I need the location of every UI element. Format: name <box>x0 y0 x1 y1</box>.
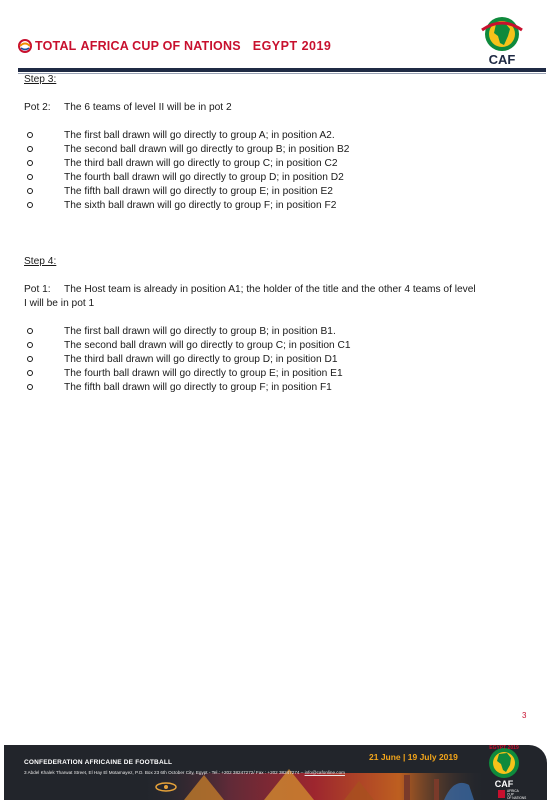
footer-email-link[interactable]: info@cafonline.com <box>304 770 345 775</box>
caf-logo-icon <box>472 12 532 68</box>
step3-pot-text: The 6 teams of level II will be in pot 2 <box>64 102 232 113</box>
list-item <box>24 339 529 353</box>
step3-pot <box>24 101 529 115</box>
step3-list <box>24 129 529 213</box>
bullet-circle-icon <box>27 188 33 194</box>
list-item <box>24 199 529 213</box>
footer-address: 3 Abdel Khalek Tharwat Street, El Hay El Motamayez, P.O. Box 23 6th October City, Egypt - Tel.: +202 38247272/ Fax : +202 38247274 – <box>24 770 305 775</box>
step4-pot-continued: I will be in pot 1 <box>24 298 95 309</box>
tournament-dates: 21 June | 19 July 2019 <box>369 752 458 762</box>
step3-pot-label: Pot 2: <box>24 102 51 113</box>
caf-logo-text: CAF <box>488 52 516 67</box>
total-logo-icon <box>18 39 32 53</box>
bullet-circle-icon <box>27 384 33 390</box>
bullet-circle-icon <box>27 328 33 334</box>
list-item-text: The sixth ball drawn will go directly to group F; in position F2 <box>64 200 337 211</box>
step4-pot-text: The Host team is already in position A1; the holder of the title and the other 4 teams of level <box>64 284 476 295</box>
afcon-logo-caf: CAF <box>494 779 514 789</box>
list-item-text: The second ball drawn will go directly to group C; in position C1 <box>64 340 351 351</box>
brand-egypt: EGYPT 2019 <box>252 39 332 53</box>
list-item-text: The third ball drawn will go directly to group C; in position C2 <box>64 158 338 169</box>
list-item-text: The fifth ball drawn will go directly to group F; in position F1 <box>64 382 332 393</box>
bullet-circle-icon <box>27 370 33 376</box>
step4-title: Step 4: <box>24 256 57 267</box>
bullet-circle-icon <box>27 356 33 362</box>
list-item <box>24 325 529 339</box>
total-mini-logo-icon <box>498 790 505 798</box>
list-item-text: The second ball drawn will go directly to group B; in position B2 <box>64 144 350 155</box>
step4-pot-label: Pot 1: <box>24 284 51 295</box>
step3-title: Step 3: <box>24 74 57 85</box>
document-body <box>24 73 529 395</box>
bullet-circle-icon <box>27 146 33 152</box>
page-header <box>0 0 551 75</box>
list-item <box>24 353 529 367</box>
list-item <box>24 171 529 185</box>
brand-total: TOTAL <box>35 39 77 53</box>
afcon-logo-sub1: AFRICA <box>507 789 519 793</box>
list-item <box>24 157 529 171</box>
afcon-logo-icon <box>476 745 532 799</box>
afcon-logo-sub3: OF NATIONS <box>507 796 527 799</box>
list-item-text: The third ball drawn will go directly to group D; in position D1 <box>64 354 338 365</box>
list-item <box>24 129 529 143</box>
brand-cup: AFRICA CUP OF NATIONS <box>80 39 241 53</box>
list-item <box>24 367 529 381</box>
afcon-logo-sub2: CUP <box>507 792 514 797</box>
page-footer <box>4 745 547 800</box>
bullet-circle-icon <box>27 160 33 166</box>
list-item-text: The first ball drawn will go directly to group B; in position B1. <box>64 326 336 337</box>
list-item-text: The first ball drawn will go directly to group A; in position A2. <box>64 130 335 141</box>
step4-pot <box>24 283 529 297</box>
list-item <box>24 143 529 157</box>
page-number: 3 <box>522 711 527 720</box>
list-item-text: The fourth ball drawn will go directly to group D; in position D2 <box>64 172 344 183</box>
list-item-text: The fifth ball drawn will go directly to group E; in position E2 <box>64 186 333 197</box>
footer-address-line <box>24 770 345 775</box>
step4-list <box>24 325 529 395</box>
tournament-brand <box>18 38 331 54</box>
bullet-circle-icon <box>27 342 33 348</box>
list-item-text: The fourth ball drawn will go directly to group E; in position E1 <box>64 368 343 379</box>
footer-organization: CONFEDERATION AFRICAINE DE FOOTBALL <box>24 759 173 766</box>
header-divider <box>18 68 546 72</box>
bullet-circle-icon <box>27 202 33 208</box>
list-item <box>24 185 529 199</box>
list-item <box>24 381 529 395</box>
bullet-circle-icon <box>27 132 33 138</box>
afcon-logo-badge: EGYPT 2019 <box>489 745 519 751</box>
bullet-circle-icon <box>27 174 33 180</box>
